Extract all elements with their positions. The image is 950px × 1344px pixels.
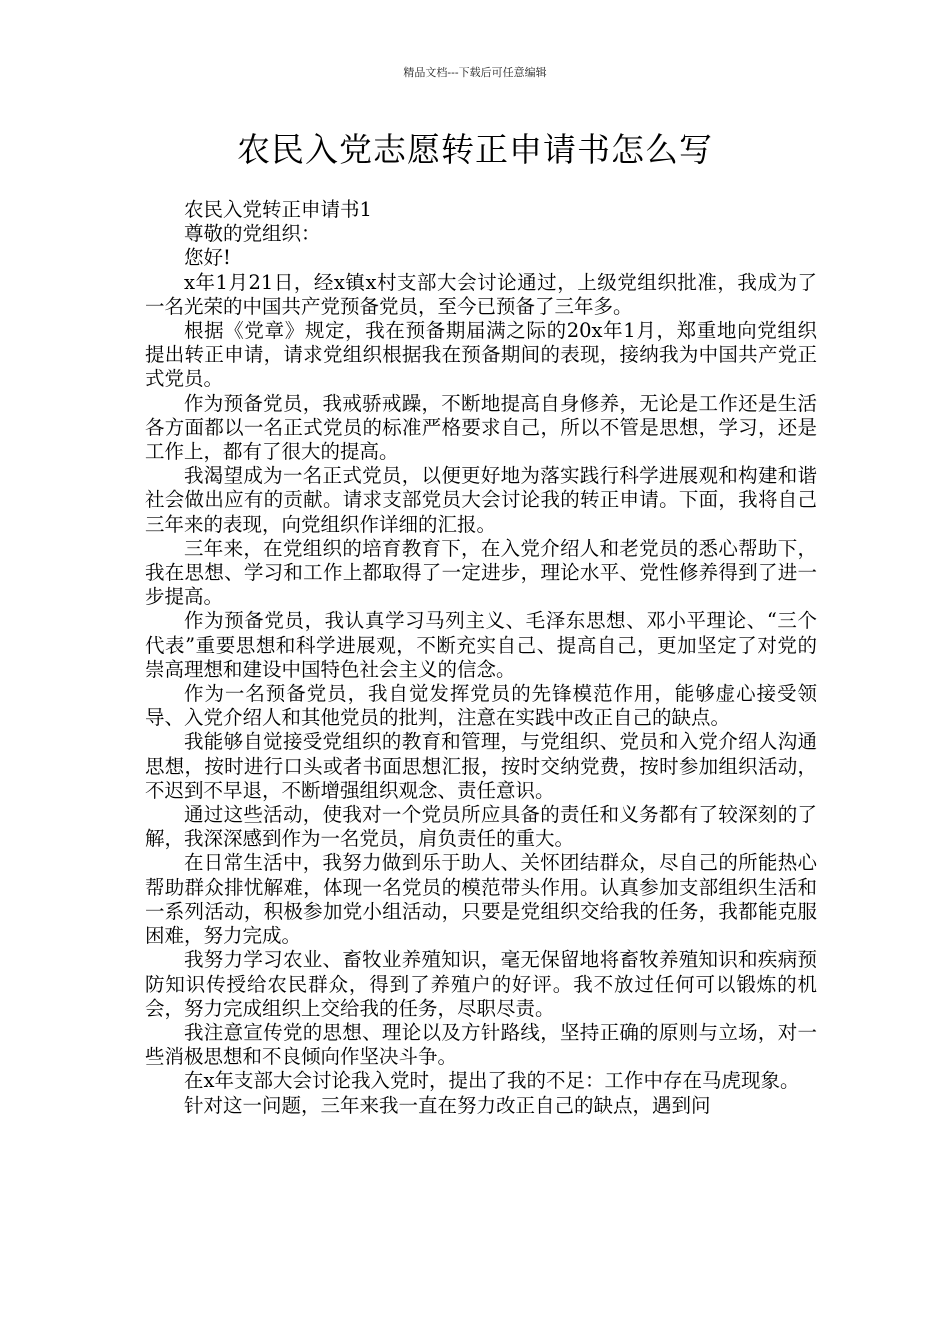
paragraph: 在x年支部大会讨论我入党时，提出了我的不足：工作中存在马虎现象。 (184, 1069, 800, 1093)
header-note: 精品文档---下载后可任意编辑 (403, 66, 547, 79)
paragraph: 我渴望成为一名正式党员，以便更好地为落实践行科学进展观和构建和谐社会做出应有的贡献。请求支部党员大会讨论我的转正申请。下面，我将自己三年来的表现，向党组织作详细的汇报。 (145, 464, 817, 536)
paragraph: 我能够自觉接受党组织的教育和管理，与党组织、党员和入党介绍人沟通思想，按时进行口头或者书面思想汇报，按时交纳党费，按时参加组织活动，不迟到不早退，不断增强组织观念、责任意识。 (145, 730, 817, 802)
paragraph: x年1月21日，经x镇x村支部大会讨论通过，上级党组织批准，我成为了一名光荣的中国共产党预备党员，至今已预备了三年多。 (145, 270, 817, 318)
paragraph: 针对这一问题，三年来我一直在努力改正自己的缺点，遇到问 (184, 1093, 711, 1117)
paragraph-heading: 农民入党转正申请书1 (184, 198, 372, 221)
paragraph: 在日常生活中，我努力做到乐于助人、关怀团结群众，尽自己的所能热心帮助群众排忧解难，体现一名党员的模范带头作用。认真参加支部组织生活和一系列活动，积极参加党小组活动，只要是党组织交给我的任务，我都能克服困难，努力完成。 (145, 851, 817, 948)
paragraph: 作为一名预备党员，我自觉发挥党员的先锋模范作用，能够虚心接受领导、入党介绍人和其他党员的批判，注意在实践中改正自己的缺点。 (145, 682, 817, 730)
document-body (145, 198, 817, 1118)
paragraph: 通过这些活动，使我对一个党员所应具备的责任和义务都有了较深刻的了解，我深深感到作为一名党员，肩负责任的重大。 (145, 803, 817, 851)
paragraph: 根据《党章》规定，我在预备期届满之际的20x年1月，郑重地向党组织提出转正申请，请求党组织根据我在预备期间的表现，接纳我为中国共产党正式党员。 (145, 319, 817, 391)
document-title: 农民入党志愿转正申请书怎么写 (237, 130, 713, 169)
paragraph-greeting: 您好! (184, 246, 231, 270)
paragraph-salutation: 尊敬的党组织： (184, 222, 321, 246)
paragraph: 我注意宣传党的思想、理论以及方针路线，坚持正确的原则与立场，对一些消极思想和不良倾向作坚决斗争。 (145, 1020, 817, 1069)
paragraph: 作为预备党员，我认真学习马列主义、毛泽东思想、邓小平理论、“三个代表”重要思想和科学进展观，不断充实自己、提高自己，更加坚定了对党的崇高理想和建设中国特色社会主义的信念。 (145, 609, 817, 681)
paragraph: 作为预备党员，我戒骄戒躁，不断地提高自身修养，无论是工作还是生活各方面都以一名正式党员的标准严格要求自己，所以不管是思想，学习，还是工作上，都有了很大的提高。 (145, 391, 817, 464)
paragraph: 我努力学习农业、畜牧业养殖知识，毫无保留地将畜牧养殖知识和疾病预防知识传授给农民群众，得到了养殖户的好评。我不放过任何可以锻炼的机会，努力完成组织上交给我的任务，尽职尽责。 (145, 948, 817, 1020)
paragraph: 三年来，在党组织的培育教育下，在入党介绍人和老党员的悉心帮助下，我在思想、学习和工作上都取得了一定进步，理论水平、党性修养得到了进一步提高。 (145, 536, 817, 609)
